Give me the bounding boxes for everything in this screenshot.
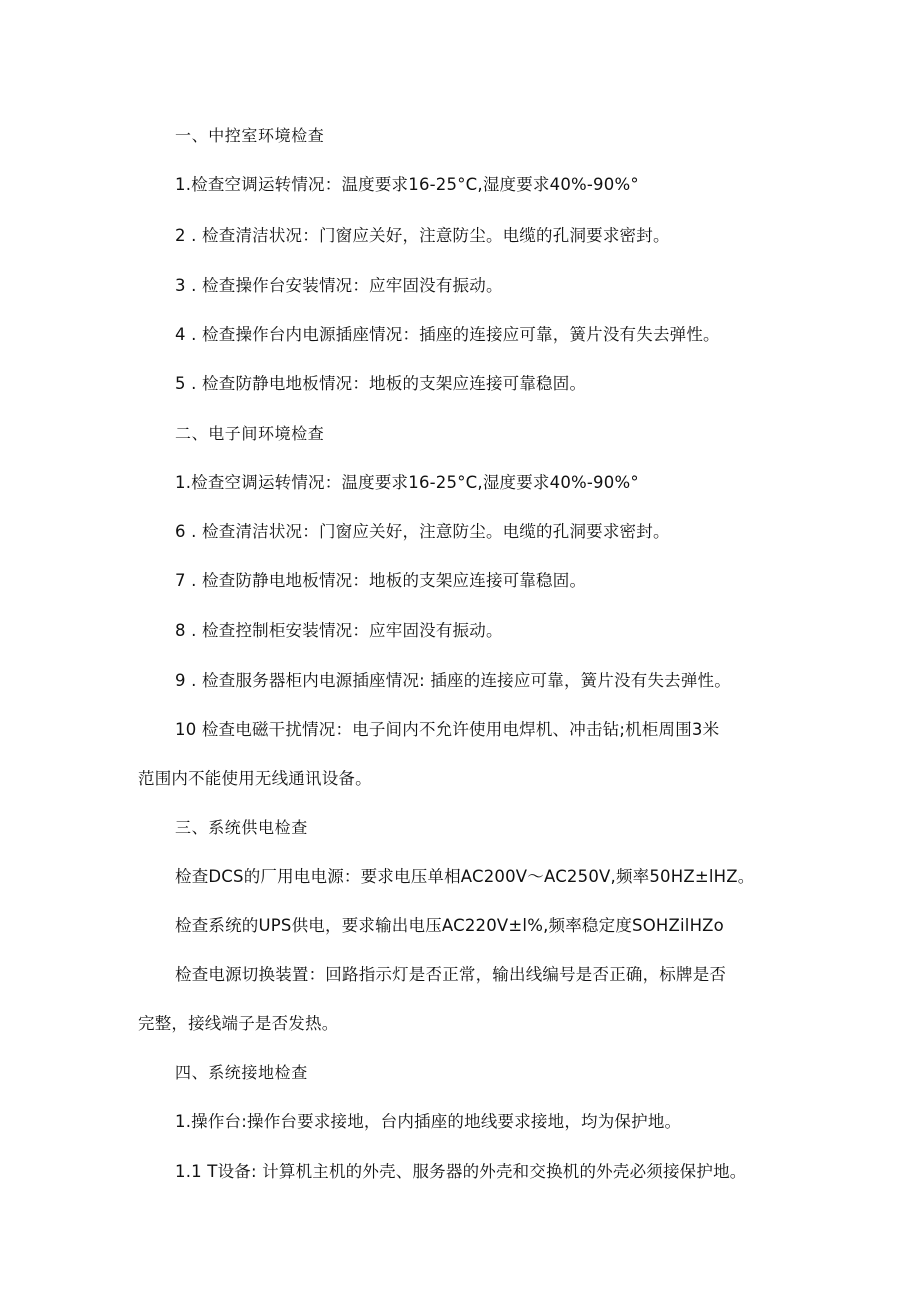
item-text: 操作台:操作台要求接地，台内插座的地线要求接地，均为保护地。 — [191, 1112, 682, 1131]
list-item-continuation: 范围内不能使用无线通讯设备。 — [138, 769, 372, 788]
item-text: . 检查操作台安装情况：应牢固没有振动。 — [185, 276, 503, 295]
item-number: 4 — [175, 325, 186, 344]
list-item — [175, 521, 670, 543]
paragraph: 检查系统的UPS供电，要求输出电压AC220V±l%,频率稳定度SOHZilHZo — [175, 916, 724, 935]
paragraph: 检查DCS的厂用电电源：要求电压单相AC200V～AC250V,频率50HZ±lHZ。 — [175, 867, 755, 886]
item-text: . 检查防静电地板情况：地板的支架应连接可靠稳固。 — [185, 571, 587, 590]
highlight-marker: 1. — [175, 473, 192, 492]
item-text: . 检查服务器柜内电源插座情况: 插座的连接应可靠，簧片没有失去弹性。 — [185, 671, 731, 690]
item-text: . 检查操作台内电源插座情况：插座的连接应可靠，簧片没有失去弹性。 — [185, 325, 720, 344]
list-item — [175, 225, 670, 247]
item-number: 5 — [175, 374, 186, 393]
item-text: . 检查清洁状况：门窗应关好，注意防尘。电缆的孔洞要求密封。 — [185, 226, 670, 245]
item-number: 10 — [175, 720, 197, 739]
section-heading: 一、中控室环境检查 — [175, 126, 325, 145]
section-heading: 三、系统供电检查 — [175, 818, 308, 837]
list-item — [175, 324, 720, 346]
list-item — [175, 275, 503, 297]
item-text: 检查电磁干扰情况：电子间内不允许使用电焊机、冲击钻;机柜周围3米 — [196, 720, 720, 739]
list-item — [175, 570, 586, 592]
paragraph-continuation: 完整，接线端子是否发热。 — [138, 1014, 339, 1033]
list-item — [175, 1111, 681, 1133]
item-number: 2 — [175, 226, 186, 245]
highlight-marker: 1. — [175, 1112, 192, 1131]
list-item — [175, 373, 586, 395]
paragraph: 检查电源切换装置：回路指示灯是否正常，输出线编号是否正确，标牌是否 — [175, 965, 727, 984]
highlight-marker: 1. — [175, 175, 192, 194]
item-number: 9 — [175, 671, 186, 690]
item-text: 检查空调运转情况：温度要求16-25°C,湿度要求40%-90%° — [191, 473, 639, 492]
item-number: 8 — [175, 621, 186, 640]
list-item — [175, 670, 731, 692]
item-number: 3 — [175, 276, 186, 295]
item-number: 7 — [175, 571, 186, 590]
list-item — [175, 472, 639, 494]
list-item — [175, 620, 503, 642]
item-text: T设备: 计算机主机的外壳、服务器的外壳和交换机的外壳必须接保护地。 — [201, 1162, 747, 1181]
list-item — [175, 719, 719, 741]
item-text: . 检查防静电地板情况：地板的支架应连接可靠稳固。 — [185, 374, 587, 393]
section-heading: 四、系统接地检查 — [175, 1063, 308, 1082]
list-item — [175, 174, 639, 196]
section-heading: 二、电子间环境检查 — [175, 424, 325, 443]
item-text: . 检查控制柜安装情况：应牢固没有振动。 — [185, 621, 503, 640]
item-number: 6 — [175, 522, 186, 541]
item-text: . 检查清洁状况：门窗应关好，注意防尘。电缆的孔洞要求密封。 — [185, 522, 670, 541]
item-number: 1.1 — [175, 1162, 202, 1181]
item-text: 检查空调运转情况：温度要求16-25°C,湿度要求40%-90%° — [191, 175, 639, 194]
list-item — [175, 1161, 746, 1183]
